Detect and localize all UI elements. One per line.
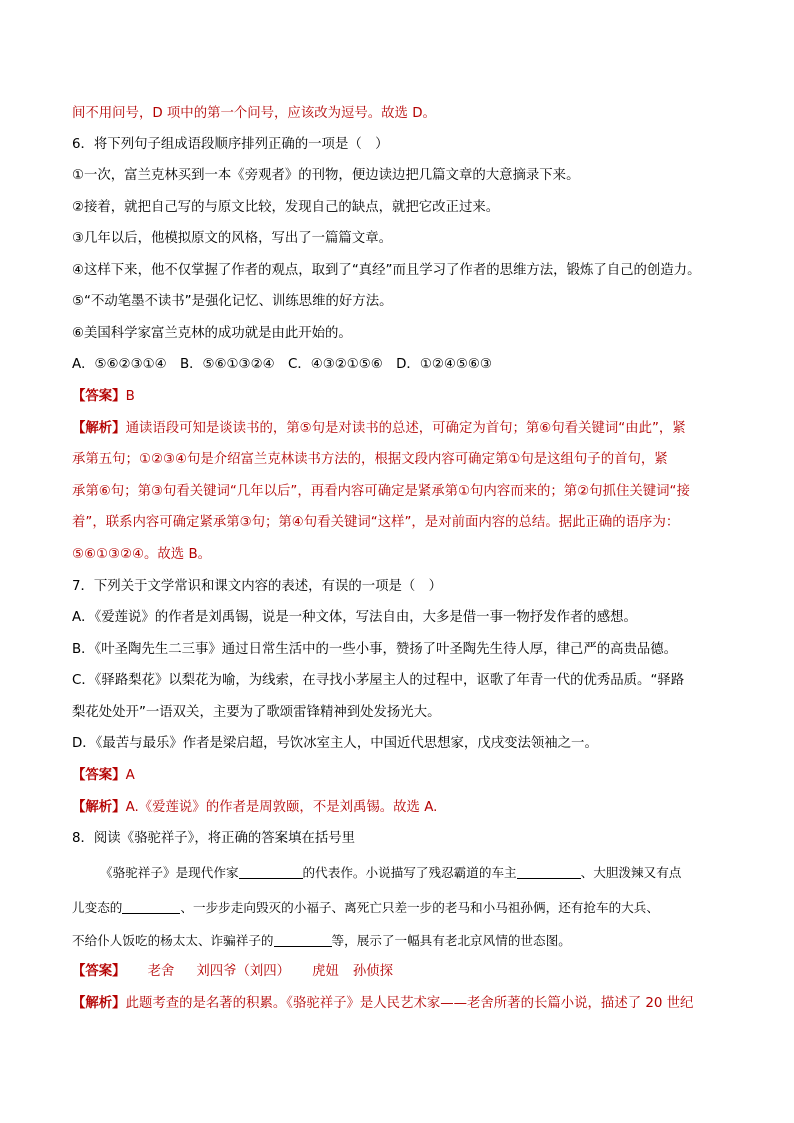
q6-explanation-2: 承第五句；①②③④句是介绍富兰克林读书方法的，根据文段内容可确定第①句是这组句子的首句，紧	[72, 452, 668, 467]
passage-text: 、一步步走向毁灭的小福子、离死亡只差一步的老马和小马祖孙俩，还有抢车的大兵、	[180, 900, 659, 915]
answer-value-1: 老舍	[147, 964, 175, 979]
passage-text: 、大胆泼辣又有点	[580, 865, 682, 880]
answer-value-4: 孙侦探	[352, 964, 394, 979]
q6-explanation-4: 着”，联系内容可确定紧承第③句；第④句看关键词“这样”，是对前面内容的总结。据此正确的语序为：	[72, 515, 680, 530]
answer-label: 【答案】	[72, 768, 126, 783]
q6-title: 6．将下列句子组成语段顺序排列正确的一项是（ ）	[72, 137, 389, 152]
q6-sentence-5: ⑤“不动笔墨不读书”是强化记忆、训练思维的好方法。	[72, 294, 393, 309]
q6-explanation-3: 承第⑥句；第③句看关键词“几年以后”，再看内容可确定是紧承第①句内容而来的；第②句抓住关键词“接	[72, 484, 690, 499]
q7-option-d: D．《最苦与最乐》作者是梁启超，号饮冰室主人，中国近代思想家，戊戌变法领袖之一。	[72, 736, 598, 751]
explanation-text: 此题考查的是名著的积累。《骆驼祥子》是人民艺术家——老舍所著的长篇小说，描述了 20 世纪	[125, 996, 694, 1011]
fill-blank-1	[239, 864, 303, 879]
answer-value: B	[125, 389, 135, 404]
passage-text: 等，展示了一幅具有老北京风情的世态图。	[331, 933, 571, 948]
q5-explanation-tail: 间不用问号，D 项中的第一个问号，应该改为逗号。故选 D。	[72, 106, 436, 121]
answer-label: 【答案】	[72, 389, 126, 404]
answer-value-3: 虎妞	[312, 964, 339, 979]
q6-explanation-1	[72, 419, 732, 439]
q6-sentence-2: ②接着，就把自己写的与原文比较，发现自己的缺点，就把它改正过来。	[72, 200, 500, 215]
q8-passage-3	[72, 931, 732, 951]
q7-option-b: B．《叶圣陶先生二三事》通过日常生活中的一些小事，赞扬了叶圣陶先生待人厚，律己严的高贵品德。	[72, 642, 678, 657]
q6-options: A．⑤⑥②③①④ B．⑤⑥①③②④ C．④③②①⑤⑥ D．①②④⑤⑥③	[72, 357, 492, 372]
passage-text: 不给仆人饭吃的杨太太、诈骗祥子的	[72, 933, 274, 948]
explanation-text: 通读语段可知是谈读书的，第⑤句是对读书的总述，可确定为首句；第⑥句看关键词“由此”，紧	[125, 421, 686, 436]
q7-option-c-1: C．《驿路梨花》以梨花为喻，为线索，在寻找小茅屋主人的过程中，讴歌了年青一代的优秀品质。“驿路	[72, 673, 685, 688]
q8-explanation	[72, 994, 732, 1014]
q7-option-a: A．《爱莲说》的作者是刘禹锡，说是一种文体，写法自由，大多是借一事一物抒发作者的感想。	[72, 610, 637, 625]
explanation-label: 【解析】	[72, 800, 126, 815]
answer-value: A	[125, 768, 135, 783]
passage-text: 《骆驼祥子》是现代作家	[100, 865, 239, 880]
q8-answer	[72, 962, 732, 982]
explanation-text: A.《爱莲说》的作者是周敦颐，不是刘禹锡。故选 A.	[125, 800, 438, 815]
passage-text: 的代表作。小说描写了残忍霸道的车主	[302, 865, 517, 880]
fill-blank-2	[517, 864, 581, 879]
fill-blank-4	[274, 932, 332, 947]
q6-sentence-6: ⑥美国科学家富兰克林的成功就是由此开始的。	[72, 326, 352, 341]
q7-explanation	[72, 798, 732, 818]
q6-sentence-4: ④这样下来，他不仅掌握了作者的观点，取到了“真经”而且学习了作者的思维方法，锻炼了自己的创造力。	[72, 263, 701, 278]
q8-passage-2	[72, 898, 732, 918]
q6-explanation-5: ⑤⑥①③②④。故选 B。	[72, 547, 212, 562]
answer-value-2: 刘四爷（刘四）	[196, 964, 291, 979]
q6-sentence-1: ①一次，富兰克林买到一本《旁观者》的刊物，便边读边把几篇文章的大意摘录下来。	[72, 168, 580, 183]
explanation-label: 【解析】	[72, 996, 126, 1011]
q7-answer	[72, 766, 732, 786]
answer-label: 【答案】	[72, 964, 126, 979]
q6-sentence-3: ③几年以后，他模拟原文的风格，写出了一篇篇文章。	[72, 231, 392, 246]
q7-option-c-2: 梨花处处开”一语双关，主要为了歌颂雷锋精神到处发扬光大。	[72, 705, 441, 720]
q7-title: 7．下列关于文学常识和课文内容的表述，有误的一项是（ ）	[72, 579, 443, 594]
q6-answer	[72, 387, 732, 407]
q8-title: 8．阅读《骆驼祥子》，将正确的答案填在括号里	[72, 831, 356, 846]
passage-text: 儿变态的	[72, 900, 123, 915]
explanation-label: 【解析】	[72, 421, 126, 436]
q8-passage-1	[100, 863, 732, 883]
fill-blank-3	[122, 899, 180, 914]
